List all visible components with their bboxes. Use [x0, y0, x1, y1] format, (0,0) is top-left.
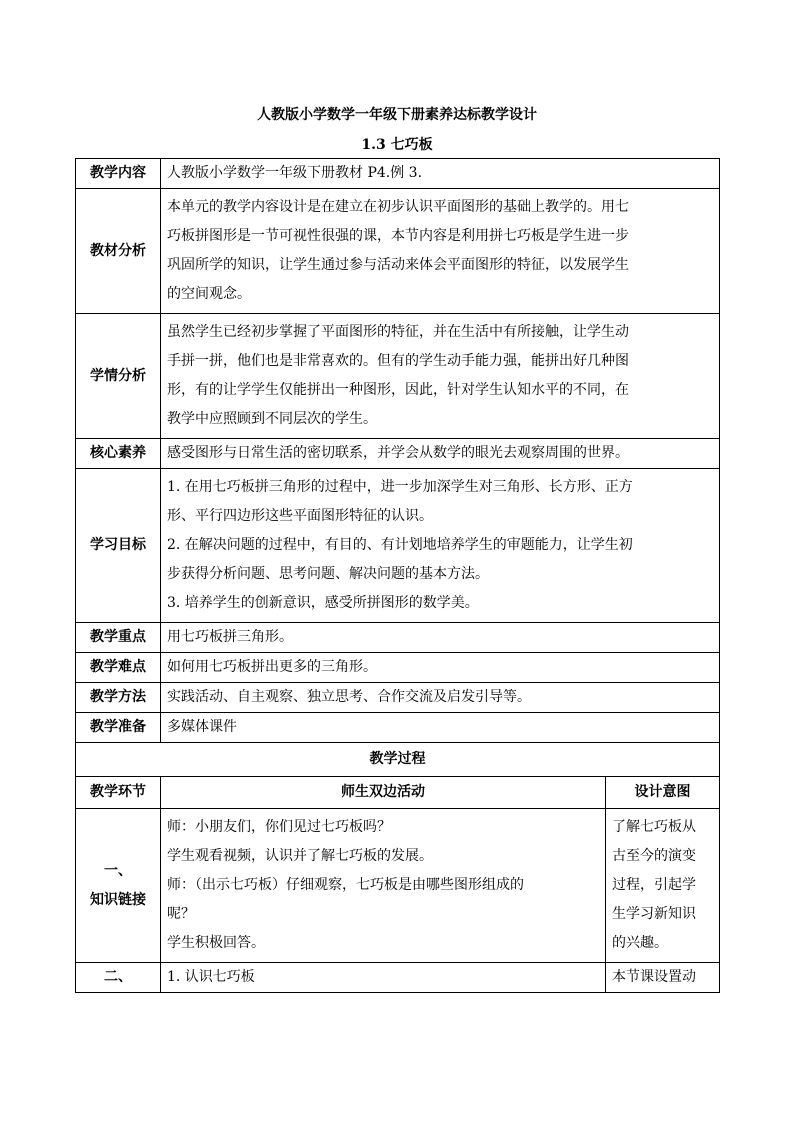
text-line: 巩固所学的知识，让学生通过参与活动来体会平面图形的特征，以发展学生: [167, 257, 629, 273]
text-line: 巧板拼图形是一节可视性很强的课，本节内容是利用拼七巧板是学生进一步: [167, 228, 629, 244]
label-content: 教学内容: [76, 159, 161, 189]
value-key: 用七巧板拼三角形。: [161, 623, 720, 653]
value-difficulty: 如何用七巧板拼出更多的三角形。: [161, 653, 720, 683]
label-prep: 教学准备: [76, 713, 161, 743]
text-line: 3. 培养学生的创新意识，感受所拼图形的数学美。: [167, 595, 479, 611]
col-activity: 师生双边活动: [161, 777, 606, 809]
stage-number: 一、: [104, 862, 132, 879]
row-prep: [76, 713, 720, 743]
stage-number: 二、: [104, 969, 132, 985]
row-content: [76, 159, 720, 189]
label-method: 教学方法: [76, 683, 161, 713]
col-stage: 教学环节: [76, 777, 161, 809]
value-core: 感受图形与日常生活的密切联系，并学会从数学的眼光去观察周围的世界。: [161, 439, 720, 469]
text-line: 2. 在解决问题的过程中，有目的、有计划地培养学生的审题能力，让学生初: [167, 537, 633, 553]
value-content: 人教版小学数学一年级下册教材 P4.例 3.: [161, 159, 720, 189]
text-line: 1. 在用七巧板拼三角形的过程中，进一步加深学生对三角形、长方形、正方: [167, 479, 633, 495]
text-line: 本单元的教学内容设计是在建立在初步认识平面图形的基础上教学的。用七: [167, 199, 629, 215]
label-key: 教学重点: [76, 623, 161, 653]
text-line: 了解七巧板从: [612, 819, 696, 835]
stage-2-activity: 1. 认识七巧板: [161, 963, 606, 993]
text-line: 的空间观念。: [167, 286, 251, 302]
document-title: 人教版小学数学一年级下册素养达标教学设计: [257, 107, 537, 123]
row-stage-2: [76, 963, 720, 993]
row-core: [76, 439, 720, 469]
text-line: 虽然学生已经初步掌握了平面图形的特征，并在生活中有所接触，让学生动: [167, 324, 629, 340]
col-intent: 设计意图: [606, 777, 720, 809]
text-line: 师：（出示七巧板）仔细观察，七巧板是由哪些图形组成的: [167, 877, 524, 893]
value-method: 实践活动、自主观察、独立思考、合作交流及启发引导等。: [161, 683, 720, 713]
text-line: 形、平行四边形这些平面图形特征的认识。: [167, 508, 433, 524]
row-students: [76, 314, 720, 439]
row-key: [76, 623, 720, 653]
label-students: 学情分析: [76, 314, 161, 439]
text-line: 呢？: [167, 906, 195, 922]
label-difficulty: 教学难点: [76, 653, 161, 683]
label-core: 核心素养: [76, 439, 161, 469]
text-line: 学生积极回答。: [167, 935, 265, 951]
stage-name: 知识链接: [90, 891, 146, 908]
text-line: 手拼一拼，他们也是非常喜欢的。但有的学生动手能力强，能拼出好几种图: [167, 353, 629, 369]
label-goals: 学习目标: [76, 469, 161, 623]
stage-2-intent: 本节课设置动: [606, 963, 720, 993]
text-line: 形，有的让学学生仅能拼出一种图形，因此，针对学生认知水平的不同，在: [167, 382, 629, 398]
value-students: [161, 314, 720, 439]
text-line: 师：小朋友们，你们见过七巧板吗？: [167, 819, 391, 835]
row-process-heading: [76, 743, 720, 777]
stage-1-activity: [161, 809, 606, 963]
row-method: [76, 683, 720, 713]
stage-1-label: [76, 809, 161, 963]
value-goals: [161, 469, 720, 623]
row-goals: [76, 469, 720, 623]
label-material: 教材分析: [76, 189, 161, 314]
text-line: 教学中应照顾到不同层次的学生。: [167, 411, 377, 427]
stage-1-intent: [606, 809, 720, 963]
process-heading: 教学过程: [76, 743, 720, 777]
stage-2-label: [76, 963, 161, 993]
lesson-plan-table: [75, 158, 720, 993]
text-line: 生学习新知识: [612, 906, 696, 922]
value-material: [161, 189, 720, 314]
text-line: 过程，引起学: [612, 877, 696, 893]
lesson-title: 1.3 七巧板: [361, 137, 433, 153]
text-line: 古至今的演变: [612, 848, 696, 864]
text-line: 学生观看视频，认识并了解七巧板的发展。: [167, 848, 433, 864]
row-process-columns: [76, 777, 720, 809]
value-prep: 多媒体课件: [161, 713, 720, 743]
row-material: [76, 189, 720, 314]
row-stage-1: [76, 809, 720, 963]
text-line: 步获得分析问题、思考问题、解决问题的基本方法。: [167, 566, 489, 582]
text-line: 的兴趣。: [612, 935, 668, 951]
row-difficulty: [76, 653, 720, 683]
